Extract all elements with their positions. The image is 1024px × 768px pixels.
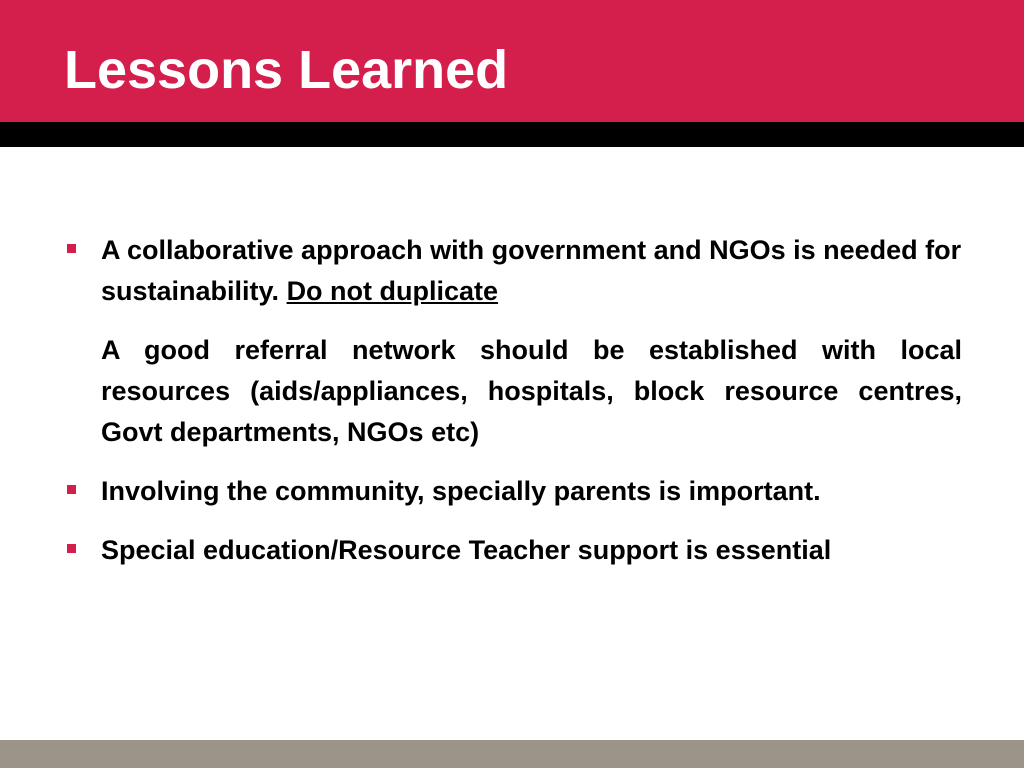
bullet-text: Involving the community, specially parents is important.: [101, 476, 821, 506]
title-bar: [0, 0, 1024, 122]
bullet-text: [101, 230, 962, 312]
bullet-item-collaboration: [64, 230, 962, 312]
slide-title: Lessons Learned: [64, 40, 509, 100]
slide-content: [64, 230, 962, 571]
bullet-emphasis-text: Do not duplicate: [286, 276, 499, 306]
footer-bar: [0, 740, 1024, 768]
bullet-main-text: A collaborative approach with government and NGOs is needed for sustainability.: [101, 235, 962, 306]
bullet-item-community: [64, 471, 962, 512]
bullet-text: Special education/Resource Teacher support is essential: [101, 535, 832, 565]
square-bullet-icon: [67, 544, 76, 553]
bullet-item-special-education: [64, 530, 962, 571]
square-bullet-icon: [67, 244, 76, 253]
square-bullet-icon: [67, 485, 76, 494]
sub-paragraph-referral: A good referral network should be established with local resources (aids/appliances, hospitals, block resource centres, Govt departments, NGOs etc): [101, 335, 962, 447]
title-divider-band: [0, 122, 1024, 147]
